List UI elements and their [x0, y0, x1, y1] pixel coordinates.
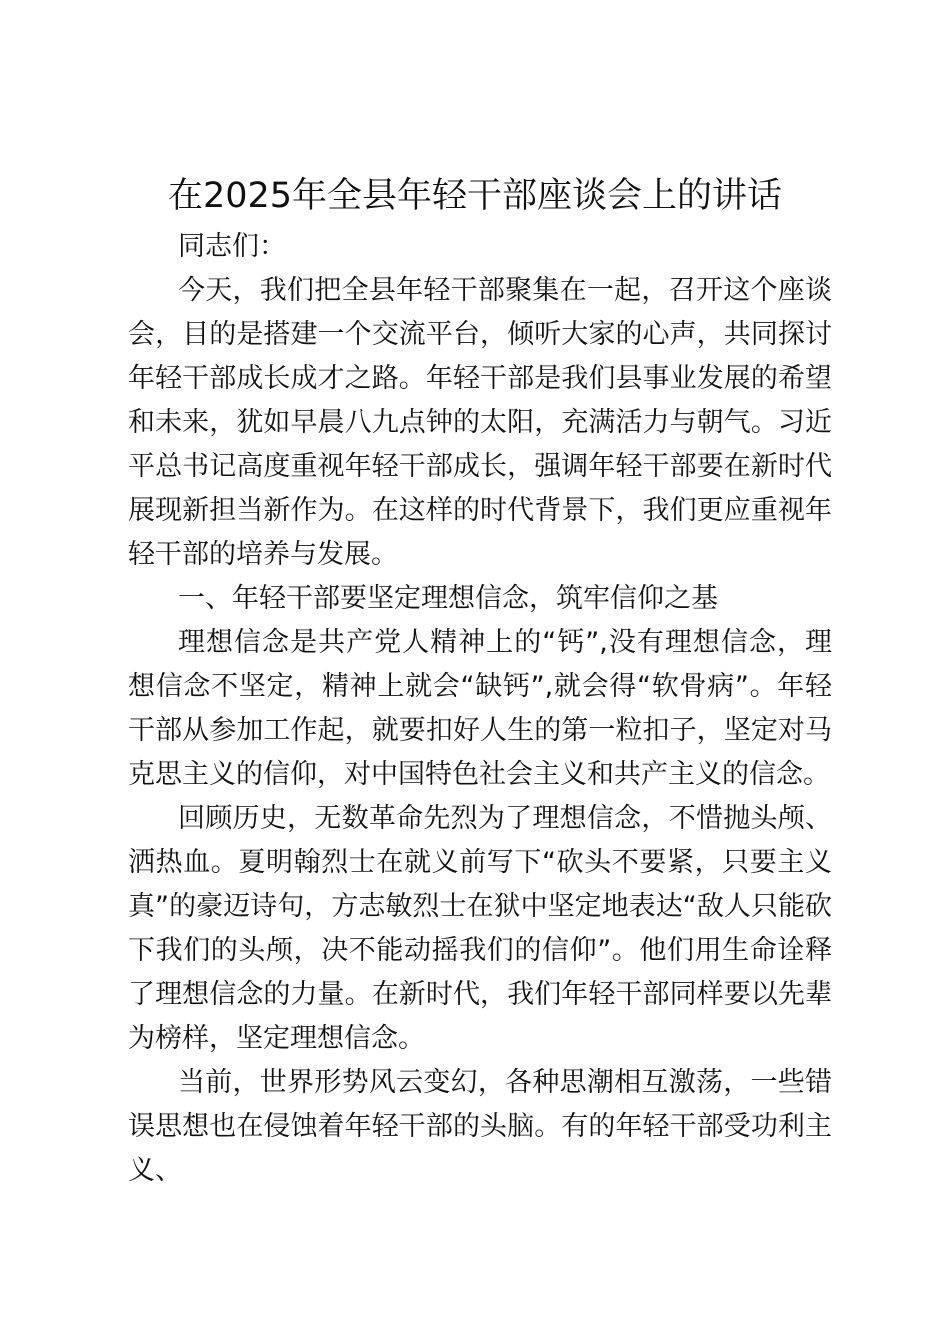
paragraph-section1-1: 理想信念是共产党人精神上的“钙”,没有理想信念，理想信念不坚定，精神上就会“缺钙”,就会得“软骨病”。年轻干部从参加工作起，就要扣好人生的第一粒扣子，坚定对马克思主义的信仰，对中国特色社会主义和共产主义的信念。: [128, 627, 832, 790]
document-body: [128, 225, 832, 1193]
salutation: 同志们：: [178, 231, 286, 262]
paragraph-section1-2: 回顾历史，无数革命先烈为了理想信念，不惜抛头颅、洒热血。夏明翰烈士在就义前写下“砍头不要紧，只要主义真”的豪迈诗句，方志敏烈士在狱中坚定地表达“敌人只能砍下我们的头颅，决不能动摇我们的信仰”。他们用生命诠释了理想信念的力量。在新时代，我们年轻干部同样要以先辈为榜样，坚定理想信念。: [128, 803, 832, 1054]
document-title: 在2025年全县年轻干部座谈会上的讲话: [167, 176, 783, 216]
section-heading-1: 一、年轻干部要坚定理想信念，筑牢信仰之基: [178, 583, 718, 614]
paragraph-intro: 今天，我们把全县年轻干部聚集在一起，召开这个座谈会，目的是搭建一个交流平台，倾听大家的心声，共同探讨年轻干部成长成才之路。年轻干部是我们县事业发展的希望和未来，犹如早晨八九点钟的太阳，充满活力与朝气。习近平总书记高度重视年轻干部成长，强调年轻干部要在新时代展现新担当新作为。在这样的时代背景下，我们更应重视年轻干部的培养与发展。: [128, 275, 832, 570]
paragraph-section1-3: 当前，世界形势风云变幻，各种思潮相互激荡，一些错误思想也在侵蚀着年轻干部的头脑。有的年轻干部受功利主义、: [128, 1067, 832, 1186]
